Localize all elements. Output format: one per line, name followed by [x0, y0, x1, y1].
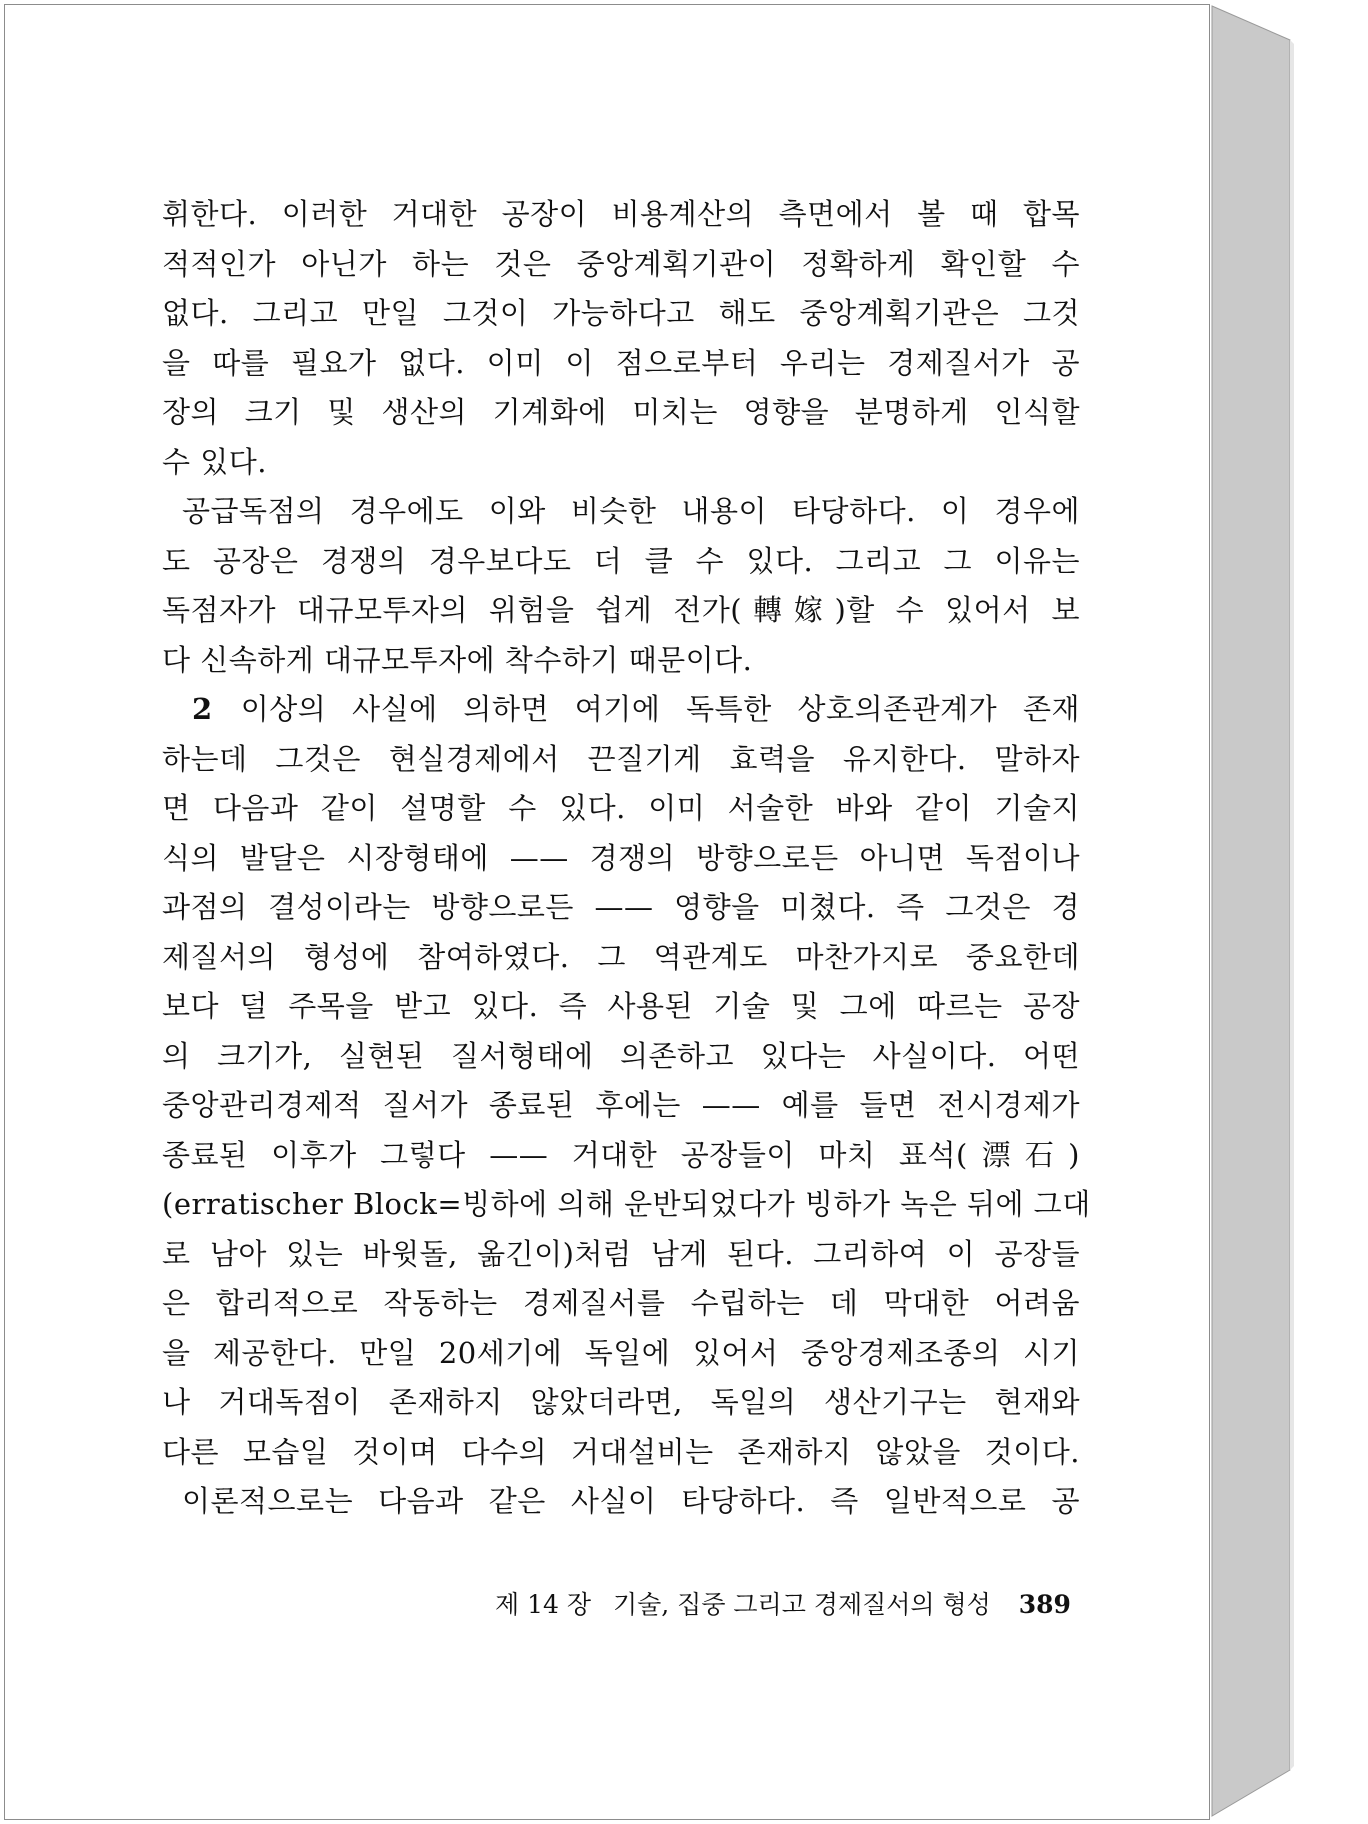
text-line	[162, 1081, 1080, 1131]
text-line-content: 공급독점의 경우에도 이와 비슷한 내용이 타당하다. 이 경우에	[182, 494, 1080, 528]
text-line	[162, 636, 1080, 686]
section-number: 2	[192, 692, 213, 726]
text-line	[162, 834, 1080, 884]
text-line	[162, 1230, 1080, 1280]
text-line-content: 의 크기가, 실현된 질서형태에 의존하고 있다는 사실이다. 어떤	[162, 1038, 1080, 1073]
text-line-content: 보다 덜 주목을 받고 있다. 즉 사용된 기술 및 그에 따르는 공장	[162, 989, 1080, 1023]
text-line	[162, 784, 1080, 834]
text-line-content: 수 있다.	[162, 444, 267, 479]
text-line-content: 휘한다. 이러한 거대한 공장이 비용계산의 측면에서 볼 때 합목	[162, 197, 1080, 231]
text-line	[162, 388, 1080, 438]
text-line-content: 적적인가 아닌가 하는 것은 중앙계획기관이 정확하게 확인할 수	[162, 246, 1080, 281]
book-spine	[1208, 0, 1368, 1824]
page-number: 389	[1018, 1590, 1071, 1619]
text-line	[162, 537, 1080, 587]
text-line-content: 장의 크기 및 생산의 기계화에 미치는 영향을 분명하게 인식할	[162, 395, 1080, 429]
text-line-content: 하는데 그것은 현실경제에서 끈질기게 효력을 유지한다. 말하자	[162, 741, 1080, 776]
text-line	[162, 1131, 1080, 1181]
text-line	[162, 685, 1080, 735]
text-line-content: 을 제공한다. 만일 20세기에 독일에 있어서 중앙경제조종의 시기	[162, 1335, 1080, 1370]
text-line	[162, 1477, 1080, 1527]
text-line-content: 로 남아 있는 바윗돌, 옮긴이)처럼 남게 된다. 그리하여 이 공장들	[162, 1236, 1080, 1271]
body-text	[162, 190, 1091, 1527]
text-line	[162, 1428, 1080, 1478]
text-line-content: 은 합리적으로 작동하는 경제질서를 수립하는 데 막대한 어려움	[162, 1286, 1080, 1320]
chapter-title: 기술, 집중 그리고 경제질서의 형성	[612, 1590, 991, 1619]
text-line-content: 식의 발달은 시장형태에 —— 경쟁의 방향으로든 아니면 독점이나	[162, 840, 1080, 875]
text-line-content: 없다. 그리고 만일 그것이 가능하다고 해도 중앙계획기관은 그것	[162, 296, 1080, 330]
text-line	[162, 933, 1080, 983]
text-line-content: 독점자가 대규모투자의 위험을 쉽게 전가(轉嫁)할 수 있어서 보	[162, 593, 1080, 627]
text-line	[162, 1032, 1080, 1082]
text-line-content: 면 다음과 같이 설명할 수 있다. 이미 서술한 바와 같이 기술지	[162, 791, 1080, 825]
text-line	[162, 190, 1080, 240]
text-line-content: 과점의 결성이라는 방향으로든 —— 영향을 미쳤다. 즉 그것은 경	[162, 890, 1080, 924]
text-line-content: 종료된 이후가 그렇다 —— 거대한 공장들이 마치 표석(漂石)	[162, 1137, 1080, 1172]
text-line-content: (erratischer Block=빙하에 의해 운반되었다가 빙하가 녹은 뒤에 그대	[162, 1187, 1091, 1221]
text-line	[162, 1329, 1080, 1379]
text-line	[162, 1180, 1091, 1230]
text-line-content: 나 거대독점이 존재하지 않았더라면, 독일의 생산기구는 현재와	[162, 1385, 1080, 1419]
text-line	[162, 1378, 1080, 1428]
chapter-label: 제 14 장	[495, 1590, 592, 1619]
text-line-content: 다 신속하게 대규모투자에 착수하기 때문이다.	[162, 642, 753, 677]
text-line-content: 도 공장은 경쟁의 경우보다도 더 클 수 있다. 그리고 그 이유는	[162, 543, 1080, 578]
text-line	[162, 487, 1080, 537]
text-line	[162, 586, 1080, 636]
text-line	[162, 339, 1080, 389]
text-line	[162, 438, 1080, 488]
text-line	[162, 982, 1080, 1032]
text-line	[162, 735, 1080, 785]
text-line	[162, 240, 1080, 290]
text-line	[162, 883, 1080, 933]
text-line-content: 이론적으로는 다음과 같은 사실이 타당하다. 즉 일반적으로 공	[182, 1484, 1080, 1518]
text-line-content: 제질서의 형성에 참여하였다. 그 역관계도 마찬가지로 중요한데	[162, 939, 1080, 974]
text-line-content: 다른 모습일 것이며 다수의 거대설비는 존재하지 않았을 것이다.	[162, 1434, 1080, 1469]
text-line-content: 을 따를 필요가 없다. 이미 이 점으로부터 우리는 경제질서가 공	[162, 345, 1080, 380]
text-line	[162, 289, 1080, 339]
text-line-content: 중앙관리경제적 질서가 종료된 후에는 —— 예를 들면 전시경제가	[162, 1088, 1080, 1122]
text-line-content: 이상의 사실에 의하면 여기에 독특한 상호의존관계가 존재	[240, 692, 1080, 726]
text-line	[162, 1279, 1080, 1329]
page-footer	[495, 1585, 1071, 1625]
